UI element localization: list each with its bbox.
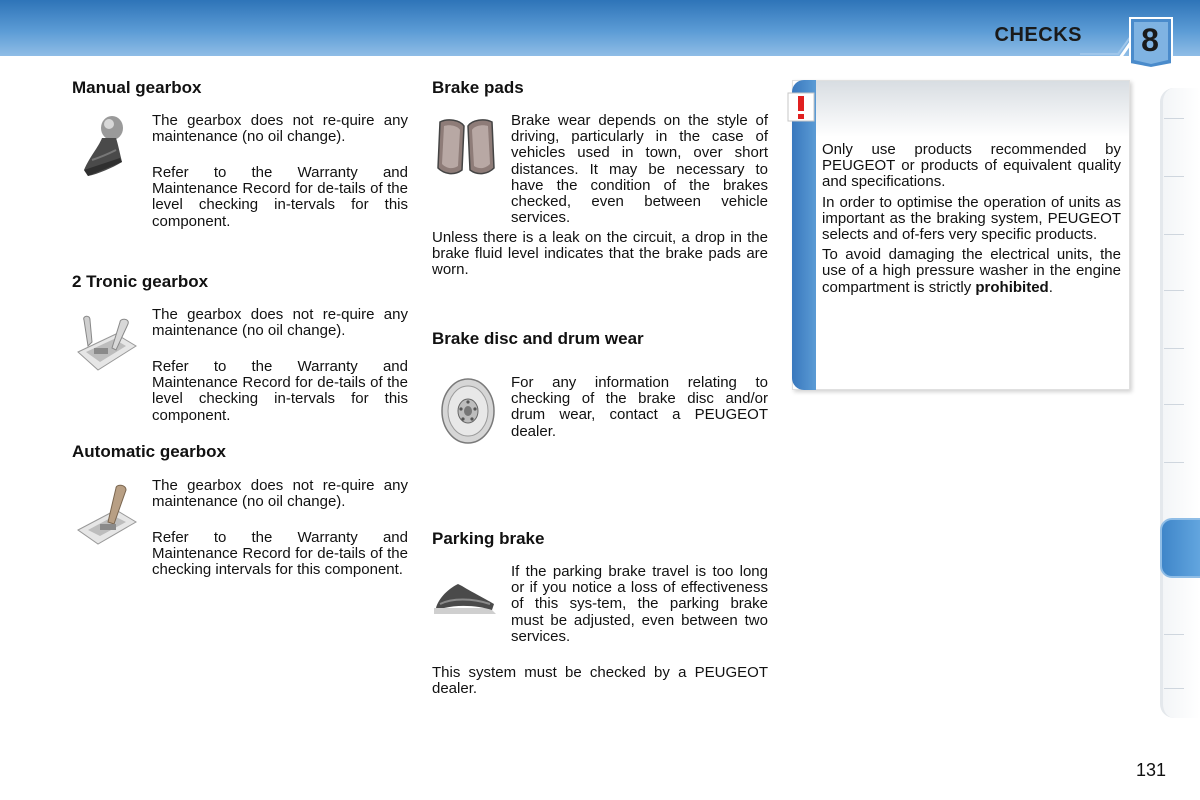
side-rail-background [1160, 88, 1200, 718]
page-number: 131 [1136, 760, 1167, 780]
warning-box-header-shade [816, 81, 1129, 137]
active-chapter-tab[interactable] [1160, 518, 1200, 578]
section-title: CHECKS [994, 24, 1082, 46]
parking-brake-heading: Parking brake [432, 529, 545, 548]
brake-disc-heading: Brake disc and drum wear [432, 329, 644, 348]
side-tab-divider [1164, 404, 1184, 405]
chapter-number: 8 [1141, 22, 1159, 58]
brake-pads-paragraph-1: Brake wear depends on the style of driving, particularly in the case of vehicles used in town, over short distances. It may be necessary to have the condition of the brakes checked, even between vehicle services. [511, 112, 768, 227]
tronic-gearbox-heading: 2 Tronic gearbox [72, 272, 209, 291]
side-tab-divider [1164, 688, 1184, 689]
brake-pads-paragraph-2: Unless there is a leak on the circuit, a drop in the brake fluid level indicates that the brake pads are worn. [432, 229, 768, 279]
side-tab-divider [1164, 634, 1184, 635]
tronic-gearbox-paragraph-2: Refer to the Warranty and Maintenance Record for de-tails of the level checking in-tervals for this component. [152, 358, 408, 424]
side-tab-divider [1164, 234, 1184, 235]
automatic-gearbox-heading: Automatic gearbox [72, 442, 226, 461]
side-tab-divider [1164, 462, 1184, 463]
automatic-gear-selector-icon [76, 482, 138, 548]
warning-paragraph-3 [822, 247, 1121, 296]
brake-disc-icon [438, 376, 498, 446]
brake-pads-paragraph-1-top [511, 113, 768, 226]
automatic-gearbox-paragraph-1: The gearbox does not re-quire any maintenance (no oil change). [152, 477, 408, 511]
tronic-gear-selector-icon [76, 312, 138, 374]
manual-gearbox-paragraph-1: The gearbox does not re-quire any maintenance (no oil change). [152, 112, 408, 146]
side-tab-divider [1164, 118, 1184, 119]
side-tab-divider [1164, 348, 1184, 349]
manual-gearbox-heading: Manual gearbox [72, 78, 202, 97]
brake-pads-heading: Brake pads [432, 78, 524, 97]
brake-disc-paragraph: For any information relating to checking of the brake disc and/or drum wear, contact a PEUGEOT dealer. [511, 374, 768, 440]
parking-brake-paragraph-2: This system must be checked by a PEUGEOT dealer. [432, 664, 768, 698]
exclamation-warning-icon [787, 92, 815, 122]
automatic-gearbox-paragraph-2: Refer to the Warranty and Maintenance Record for de-tails of the checking intervals for this component. [152, 529, 408, 579]
parking-brake-paragraph-1: If the parking brake travel is too long or if you notice a loss of effectiveness of this sys-tem, the parking brake must be adjusted, even between two services. [511, 563, 768, 645]
warning-paragraph-3-end: . [1048, 278, 1053, 296]
warning-paragraph-1: Only use products recommended by PEUGEOT or products of equivalent quality and specifications. [822, 141, 1121, 191]
warning-text [822, 142, 1121, 300]
warning-paragraph-3-start: To avoid damaging the electrical units, the use of a high pressure washer in the engine compartment is strictly [822, 246, 1121, 296]
side-tab-rail [1158, 88, 1200, 720]
manual-gear-lever-icon [78, 112, 130, 182]
side-tab-divider [1164, 290, 1184, 291]
tronic-gearbox-paragraph-1: The gearbox does not re-quire any maintenance (no oil change). [152, 306, 408, 340]
brake-pads-icon [434, 116, 498, 180]
warning-box-side-bar [792, 80, 816, 390]
manual-gearbox-paragraph-2: Refer to the Warranty and Maintenance Record for de-tails of the level checking in-tervals for this component. [152, 164, 408, 230]
warning-prohibited-emphasis: prohibited [975, 278, 1049, 296]
side-tab-divider [1164, 176, 1184, 177]
parking-brake-lever-icon [432, 578, 500, 622]
warning-paragraph-2: In order to optimise the operation of units as important as the braking system, PEUGEOT selects and of-fers very specific products. [822, 193, 1121, 244]
